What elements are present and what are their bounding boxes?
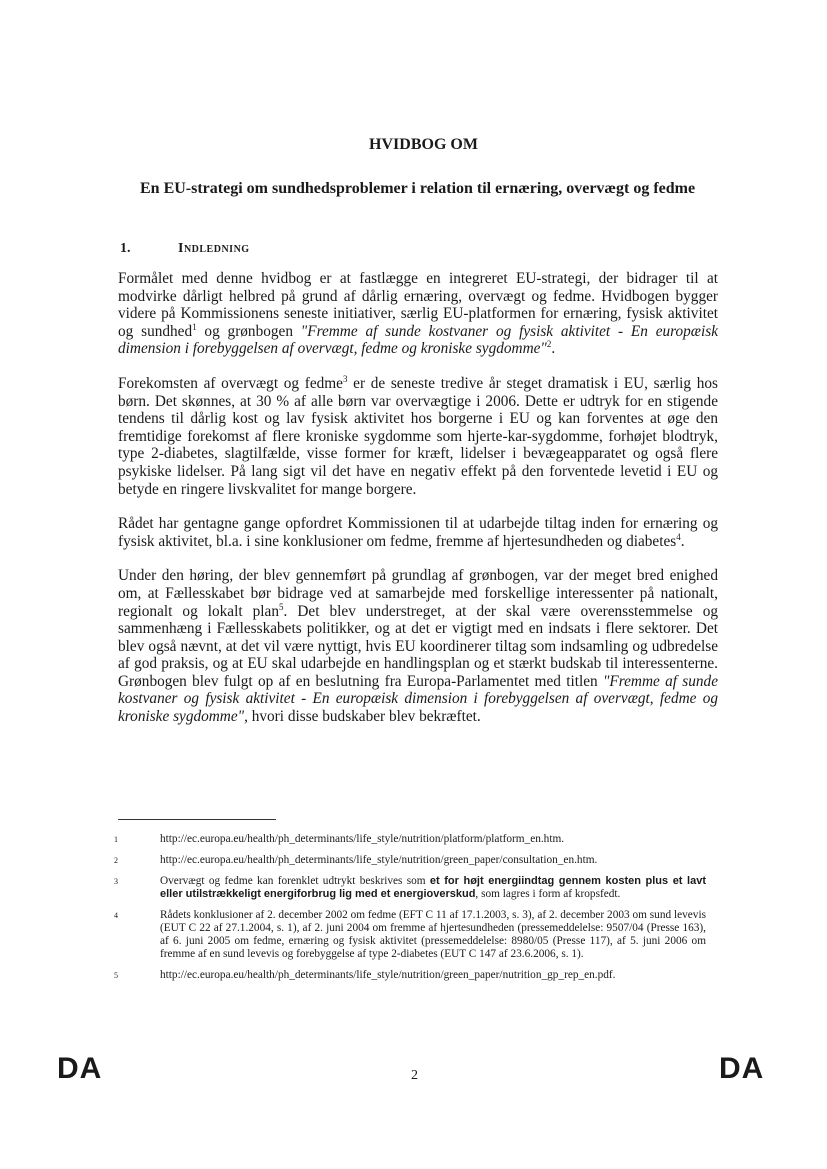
language-code-right: DA xyxy=(719,1052,765,1085)
footnote-ref: 3 xyxy=(342,373,348,384)
footnote-number: 3 xyxy=(114,877,118,886)
footnote-5 xyxy=(114,969,706,982)
footnote-number: 1 xyxy=(114,835,118,844)
footnote-text xyxy=(160,875,706,901)
paragraph-text: Under den høring, der blev gennemført på grundlag af grønbogen, var der meget bred enighed om, at Fællesskabet bør bidrage ved at samarbejde med forskellige interessenter på nationalt, regionalt og lokalt plan xyxy=(118,567,718,620)
paragraph-text: . xyxy=(680,532,685,550)
page-number: 2 xyxy=(411,1068,418,1083)
footnote-2 xyxy=(114,854,706,867)
page-title: HVIDBOG OM xyxy=(369,136,478,153)
language-code-left: DA xyxy=(57,1052,103,1085)
paragraph-text: , hvori disse budskaber blev bekræftet. xyxy=(244,708,481,726)
section-title: Indledning xyxy=(178,241,250,256)
section-heading xyxy=(120,241,250,257)
footnotes xyxy=(114,833,706,990)
paragraph-1 xyxy=(118,270,718,358)
paragraph-2 xyxy=(118,375,718,498)
paragraph-4 xyxy=(118,567,718,725)
footnote-text: Rådets konklusioner af 2. december 2002 om fedme (EFT C 11 af 17.1.2003, s. 3), af 2. december 2003 om sund levevis (EUT C 22 af 27.1.2004, s. 1), af 2. juni 2004 om fremme af hjertesundheden (pressemeddelelse: 9507/04 (Presse 163), af 6. juni 2005 om fedme, ernæring og fysisk aktivitet (pressemeddelelse: 8980/05 (Presse 117), af 5. juni 2006 om fremme af en sund levevis og forebyggelse af type 2-diabetes (EUT C 147 af 23.6.2006, s. 1). xyxy=(160,909,706,960)
document-subtitle: En EU-strategi om sundhedsproblemer i relation til ernæring, overvægt og fedme xyxy=(140,180,696,197)
footnote-text-part: Overvægt og fedme kan forenklet udtrykt beskrives som xyxy=(160,875,430,887)
footnote-ref: 5 xyxy=(279,601,284,612)
paragraph-italic-text: "Fremme af sunde kostvaner og fysisk aktivitet - En europæisk dimension i forebyggelsen af overvægt, fedme og kroniske sygdomme" xyxy=(118,672,718,726)
footnote-divider xyxy=(118,819,276,820)
body-text xyxy=(118,270,718,743)
paragraph-text: og grønbogen xyxy=(196,322,301,340)
paragraph-text: . xyxy=(551,340,556,358)
footnote-link[interactable]: http://ec.europa.eu/health/ph_determinants/life_style/nutrition/green_paper/consultation_en.htm. xyxy=(160,854,598,866)
footnote-3 xyxy=(114,875,706,901)
paragraph-text: Forekomsten af overvægt og fedme xyxy=(118,374,343,392)
footnote-1 xyxy=(114,833,706,846)
section-number: 1. xyxy=(120,241,131,256)
footnote-text-part: , som lagres i form af kropsfedt. xyxy=(475,888,621,900)
footnote-number: 4 xyxy=(114,911,118,920)
footnote-ref: 1 xyxy=(192,321,197,332)
paragraph-text: er de seneste tredive år steget dramatisk i EU, særlig hos børn. Det skønnes, at 30 % af alle børn var overvægtige i 2006. Dette er udtryk for en stigende tendens til dårlig kost og lav fysisk aktivitet hos borgerne i EU og kan forventes at øge den fremtidige forekomst af flere kroniske sygdomme som hjerte-kar-sygdomme, forhøjet blodtryk, type 2-diabetes, slagtilfælde, visse former for kræft, lidelser i bevægeapparatet og også flere psykiske lidelser. På lang sigt vil det have en negativ effekt på den forventede levetid i EU og betyde en ringere livskvalitet for mange borgere. xyxy=(118,374,718,498)
paragraph-italic-text: "Fremme af sunde kostvaner og fysisk aktivitet - En europæisk dimension i forebyggelsen af overvægt, fedme og kroniske sygdomme" xyxy=(118,322,719,358)
footnote-number: 5 xyxy=(114,971,118,980)
footnote-link[interactable]: http://ec.europa.eu/health/ph_determinants/life_style/nutrition/green_paper/nutrition_gp_rep_en.pdf. xyxy=(160,969,616,981)
paragraph-text: . Det blev understreget, at der skal være overensstemmelse og sammenhæng i Fællesskabets politikker, og at det er vigtigt med en indsats i flere sektorer. Det blev også nævnt, at det vil være nyttigt, hvis EU koordinerer tiltag som indsamling og udbredelse af god praksis, og at EU skal udarbejde en handlingsplan og et stærkt budskab til interessenterne. Grønbogen blev fulgt op af en beslutning fra Europa-Parlamentet med titlen xyxy=(118,602,719,690)
paragraph-3 xyxy=(118,515,718,550)
footnote-bold-text: et for højt energiindtag gennem kosten plus et lavt eller utilstrækkeligt energiforbrug lig med et energioverskud xyxy=(160,875,706,900)
footnote-4 xyxy=(114,909,706,961)
paragraph-text: Rådet har gentagne gange opfordret Kommissionen til at udarbejde tiltag inden for ernæring og fysisk aktivitet, bl.a. i sine konklusioner om fedme, fremme af hjertesundheden og diabetes xyxy=(118,515,718,550)
footnote-ref: 2 xyxy=(546,339,552,350)
footnote-ref: 4 xyxy=(676,531,681,542)
footnote-number: 2 xyxy=(114,856,118,865)
paragraph-text: Formålet med denne hvidbog er at fastlægge en integreret EU-strategi, der bidrager til at modvirke dårligt helbred på grund af dårlig ernæring, overvægt og fedme. Hvidbogen bygger videre på Kommissionens seneste initiativer, særlig EU-platformen for ernæring, fysisk aktivitet og sundhed xyxy=(118,270,718,340)
footnote-link[interactable]: http://ec.europa.eu/health/ph_determinants/life_style/nutrition/platform/platform_en.htm. xyxy=(160,833,565,845)
